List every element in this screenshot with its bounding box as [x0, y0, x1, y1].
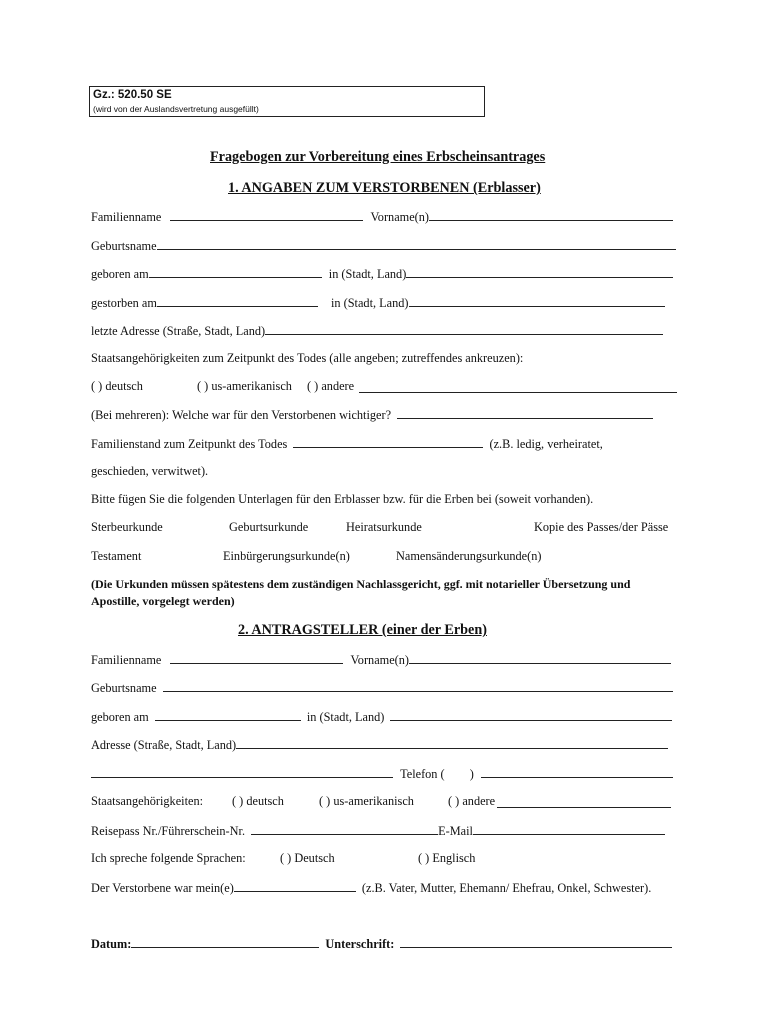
doc-heiratsurkunde: Heiratsurkunde [346, 520, 422, 534]
label-verstorbene-hint: (z.B. Vater, Mutter, Ehemann/ Ehefrau, Onkel, Schwester). [361, 881, 652, 895]
option-us-amerikanisch[interactable]: ( ) us-amerikanisch [319, 794, 414, 808]
row-signature [91, 936, 672, 952]
label-geboren-am: geboren am [91, 710, 149, 724]
field-marital-status[interactable] [293, 436, 483, 448]
row-applicant-languages [91, 851, 681, 866]
note-line-1: (Die Urkunden müssen spätestens dem zuständigen Nachlassgericht, ggf. mit notarieller Übersetzung und [91, 577, 631, 591]
field-applicant-familienname[interactable] [170, 652, 343, 664]
field-deceased-birthplace[interactable] [406, 266, 673, 278]
row-deceased-address [91, 323, 663, 339]
field-applicant-geboren-am[interactable] [155, 709, 301, 721]
field-deceased-geburtsname[interactable] [157, 238, 676, 250]
row-applicant-relation [91, 880, 651, 896]
doc-sterbeurkunde: Sterbeurkunde [91, 520, 163, 534]
reference-note: (wird von der Auslandsvertretung ausgefüllt) [93, 104, 259, 114]
doc-testament: Testament [91, 549, 142, 563]
field-applicant-email[interactable] [473, 823, 665, 835]
doc-pass: Kopie des Passes/der Pässe [534, 520, 669, 534]
option-deutsch-lang[interactable]: ( ) Deutsch [280, 851, 335, 865]
label-in-stadt-land: in (Stadt, Land) [306, 710, 385, 724]
field-applicant-vorname[interactable] [409, 652, 671, 664]
row-applicant-birthname [91, 680, 673, 696]
field-applicant-address-2[interactable] [91, 766, 393, 778]
doc-namensaenderung: Namensänderungsurkunde(n) [396, 549, 542, 563]
row-applicant-passport [91, 823, 665, 839]
field-applicant-telefon[interactable] [481, 766, 673, 778]
field-deceased-deathplace[interactable] [409, 295, 665, 307]
label-staatsangehoerigkeiten: Staatsangehörigkeiten zum Zeitpunkt des Todes (alle angeben; zutreffendes ankreuzen): [91, 351, 524, 365]
row-note-1 [91, 577, 630, 592]
option-andere[interactable]: ( ) andere [448, 794, 496, 808]
option-andere[interactable]: ( ) andere [307, 379, 355, 393]
label-vorname: Vorname(n) [370, 210, 430, 224]
label-staats: Staatsangehörigkeiten: [91, 794, 204, 808]
label-adresse: Adresse (Straße, Stadt, Land) [91, 738, 237, 752]
row-more-nationalities [91, 407, 653, 423]
row-applicant-phone [91, 766, 673, 782]
row-deceased-name [91, 209, 673, 225]
field-unterschrift[interactable] [400, 936, 672, 948]
label-datum: Datum: [91, 937, 132, 951]
field-applicant-andere[interactable] [497, 796, 671, 808]
label-geburtsname: Geburtsname [91, 681, 157, 695]
row-marital-status [91, 436, 603, 452]
doc-geburtsurkunde: Geburtsurkunde [229, 520, 309, 534]
row-deceased-born [91, 266, 673, 282]
option-deutsch[interactable]: ( ) deutsch [232, 794, 284, 808]
label-telefon-close: ) [469, 767, 474, 781]
row-marital-hint2 [91, 464, 208, 479]
label-email: E-Mail [438, 824, 473, 838]
label-in-stadt-land: in (Stadt, Land) [330, 296, 409, 310]
label-letzte-adresse: letzte Adresse (Straße, Stadt, Land) [91, 324, 266, 338]
doc-einbuergerung: Einbürgerungsurkunde(n) [223, 549, 350, 563]
field-applicant-reisepass[interactable] [251, 823, 438, 835]
row-applicant-nationality [91, 794, 681, 809]
row-deceased-birthname [91, 238, 676, 254]
section1-heading: 1. ANGABEN ZUM VERSTORBENEN (Erblasser) [228, 180, 541, 196]
field-deceased-gestorben-am[interactable] [157, 295, 318, 307]
row-documents-1 [91, 520, 681, 535]
label-familienstand: Familienstand zum Zeitpunkt des Todes [91, 437, 288, 451]
row-note-2 [91, 594, 235, 609]
field-deceased-address[interactable] [265, 323, 663, 335]
form-title: Fragebogen zur Vorbereitung eines Erbscheinsantrages [210, 149, 546, 165]
reference-code: Gz.: 520.50 SE [93, 89, 172, 101]
label-familienname: Familienname [91, 210, 162, 224]
label-geburtsname: Geburtsname [91, 239, 157, 253]
label-familienname: Familienname [91, 653, 162, 667]
label-mehreren: (Bei mehreren): Welche war für den Verstorbenen wichtiger? [91, 408, 392, 422]
row-applicant-address [91, 737, 668, 753]
label-gestorben-am: gestorben am [91, 296, 157, 310]
label-unterschrift: Unterschrift: [325, 937, 395, 951]
option-us-amerikanisch[interactable]: ( ) us-amerikanisch [197, 379, 292, 393]
label-telefon: Telefon ( [400, 767, 445, 781]
row-deceased-died [91, 295, 665, 311]
field-applicant-relation[interactable] [234, 880, 356, 892]
option-englisch[interactable]: ( ) Englisch [418, 851, 476, 865]
option-deutsch[interactable]: ( ) deutsch [91, 379, 143, 393]
label-verstorbene-war: Der Verstorbene war mein(e) [91, 881, 234, 895]
label-unterlagen: Bitte fügen Sie die folgenden Unterlagen für den Erblasser bzw. für die Erben bei (soweit vorhanden). [91, 492, 594, 506]
section2-heading: 2. ANTRAGSTELLER (einer der Erben) [238, 622, 487, 638]
field-datum[interactable] [131, 936, 319, 948]
field-main-nationality[interactable] [397, 407, 653, 419]
row-applicant-born [91, 709, 672, 725]
row-documents-intro [91, 492, 593, 507]
label-familienstand-hint: (z.B. ledig, verheiratet, [489, 437, 603, 451]
field-deceased-geboren-am[interactable] [149, 266, 322, 278]
note-line-2: Apostille, vorgelegt werden) [91, 594, 235, 608]
label-in-stadt-land: in (Stadt, Land) [328, 267, 407, 281]
row-applicant-name [91, 652, 671, 668]
label-reisepass: Reisepass Nr./Führerschein-Nr. [91, 824, 246, 838]
field-applicant-address[interactable] [236, 737, 668, 749]
row-nationality-options [91, 379, 355, 394]
field-deceased-familienname[interactable] [170, 209, 363, 221]
row-documents-2 [91, 549, 681, 564]
field-deceased-vorname[interactable] [429, 209, 673, 221]
label-sprachen: Ich spreche folgende Sprachen: [91, 851, 246, 865]
reference-box [89, 86, 485, 117]
label-vorname: Vorname(n) [350, 653, 410, 667]
label-geboren-am: geboren am [91, 267, 149, 281]
field-applicant-birthplace[interactable] [390, 709, 672, 721]
field-applicant-geburtsname[interactable] [163, 680, 673, 692]
label-familienstand-hint2: geschieden, verwitwet). [91, 464, 209, 478]
field-deceased-andere[interactable] [359, 381, 677, 393]
row-nationality-label [91, 351, 523, 366]
